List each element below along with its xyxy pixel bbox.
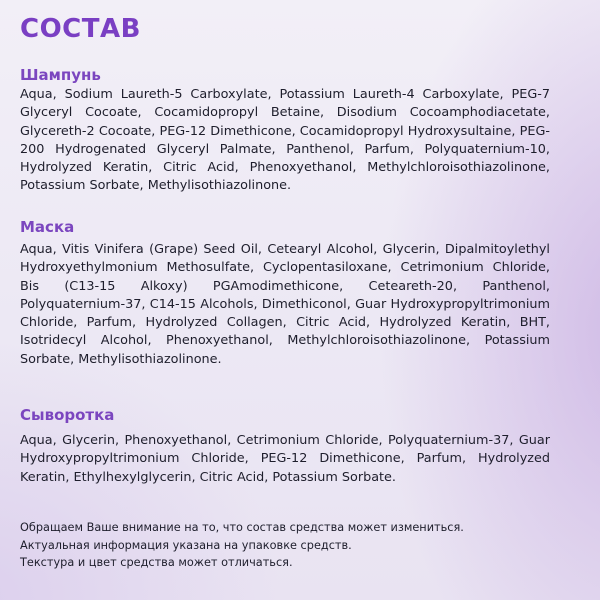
disclaimer-notes xyxy=(20,519,580,572)
section-heading-shampoo: Шампунь xyxy=(20,66,101,84)
section-heading-mask: Маска xyxy=(20,218,75,236)
section-text-shampoo: Aqua, Sodium Laureth-5 Carboxylate, Potassium Laureth-4 Carboxylate, PEG-7 Glyceryl Cocoate, Cocamidopropyl Betaine, Disodium Cocoamphodiacetate, Glycereth-2 Cocoate, PEG-12 Dimethicone, Cocamidopropyl Hydroxysultaine, PEG-200 Hydrogenated Glyceryl Palmate, Panthenol, Parfum, Polyquaternium-10, Hydrolyzed Keratin, Citric Acid, Phenoxyethanol, Methylchloroisothiazolinone, Potassium Sorbate, Methylisothiazolinone. xyxy=(20,87,550,194)
page-title: СОСТАВ xyxy=(20,14,141,44)
note-line: Актуальная информация указана на упаковке средств. xyxy=(20,538,352,552)
note-line: Обращаем Ваше внимание на то, что состав средства может измениться. xyxy=(20,521,464,534)
section-heading-serum: Сыворотка xyxy=(20,406,115,424)
note-line: Текстура и цвет средства может отличаться. xyxy=(20,556,293,569)
section-text-mask: Aqua, Vitis Vinifera (Grape) Seed Oil, Cetearyl Alcohol, Glycerin, Dipalmitoylethyl Hydroxyethylmonium Methosulfate, Cyclopentasiloxane, Cetrimonium Chloride, Bis (C13-15 Alkoxy) PGAmodimethicone, Ceteareth-20, Panthenol, Polyquaternium-37, C14-15 Alcohols, Dimethiconol, Guar Hydroxypropyltrimonium Chloride, Parfum, Hydrolyzed Collagen, Citric Acid, Hydrolyzed Keratin, BHT, Isotridecyl Alcohol, Phenoxyethanol, Methylchloroisothiazolinone, Potassium Sorbate, Methylisothiazolinone. xyxy=(20,242,550,367)
section-text-serum: Aqua, Glycerin, Phenoxyethanol, Cetrimonium Chloride, Polyquaternium-37, Guar Hydroxypropyltrimonium Chloride, PEG-12 Dimethicone, Parfum, Hydrolyzed Keratin, Ethylhexylglycerin, Citric Acid, Potassium Sorbate. xyxy=(20,433,550,485)
